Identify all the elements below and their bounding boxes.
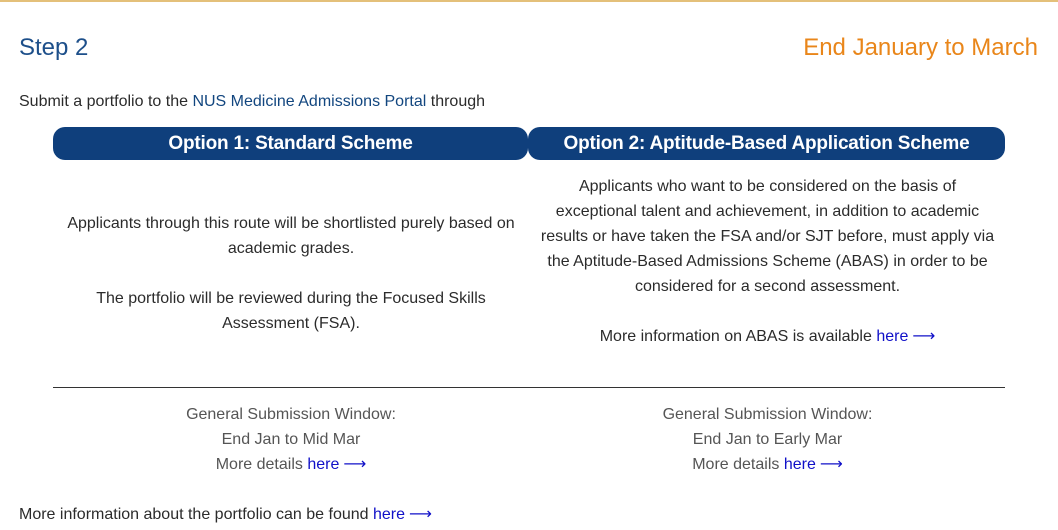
arrow-right-icon[interactable]: ⟶ (819, 456, 843, 473)
option-2-details-line (540, 452, 995, 477)
option-1-details-prefix: More details (215, 456, 308, 473)
portfolio-info-prefix: More information about the portfolio can be found (19, 506, 373, 523)
option-1-heading: Option 1: Standard Scheme (53, 127, 528, 160)
option-1-details-here-link[interactable]: here (307, 456, 340, 473)
arrow-right-icon[interactable]: ⟶ (912, 328, 936, 345)
option-2-submission-window (540, 402, 995, 477)
option-2-window-value: End Jan to Early Mar (692, 431, 843, 448)
option-2-details-here-link[interactable]: here (783, 456, 816, 473)
option-1-para-1: Applicants through this route will be shortlisted purely based on academic grades. (67, 215, 515, 257)
option-1-window-value: End Jan to Mid Mar (221, 431, 361, 448)
option-1-para-2: The portfolio will be reviewed during the Focused Skills Assessment (FSA). (96, 290, 486, 332)
option-2-description (540, 174, 995, 349)
step-title: Step 2 (19, 34, 89, 61)
option-1-details-line (60, 452, 522, 477)
arrow-right-icon[interactable]: ⟶ (409, 506, 432, 523)
option-2-para-1: Applicants who want to be considered on the basis of exceptional talent and achievement, in addition to academic results or have taken the FSA and/or SJT before, must apply via the Aptitude-Based Admissions Scheme (ABAS) in order to be considered for a second assessment. (540, 178, 995, 295)
option-1-window-label: General Submission Window: (186, 406, 396, 423)
portfolio-info-line (19, 504, 432, 524)
top-rule (0, 0, 1058, 2)
option-1-submission-window (60, 402, 522, 477)
option-2-details-prefix: More details (692, 456, 784, 473)
intro-suffix: through (426, 93, 486, 110)
abas-here-link[interactable]: here (876, 328, 909, 345)
option-2-window-label: General Submission Window: (662, 406, 873, 423)
admissions-portal-link[interactable]: NUS Medicine Admissions Portal (192, 93, 427, 110)
option-1-description (60, 211, 522, 336)
option-2-heading: Option 2: Aptitude-Based Application Scheme (528, 127, 1005, 160)
abas-info-line (540, 324, 995, 349)
date-range: End January to March (803, 34, 1038, 61)
intro-prefix: Submit a portfolio to the (19, 93, 193, 110)
portfolio-here-link[interactable]: here (373, 506, 406, 523)
arrow-right-icon[interactable]: ⟶ (343, 456, 367, 473)
abas-info-prefix: More information on ABAS is available (599, 328, 877, 345)
section-divider (53, 387, 1005, 388)
intro-text (19, 93, 485, 111)
